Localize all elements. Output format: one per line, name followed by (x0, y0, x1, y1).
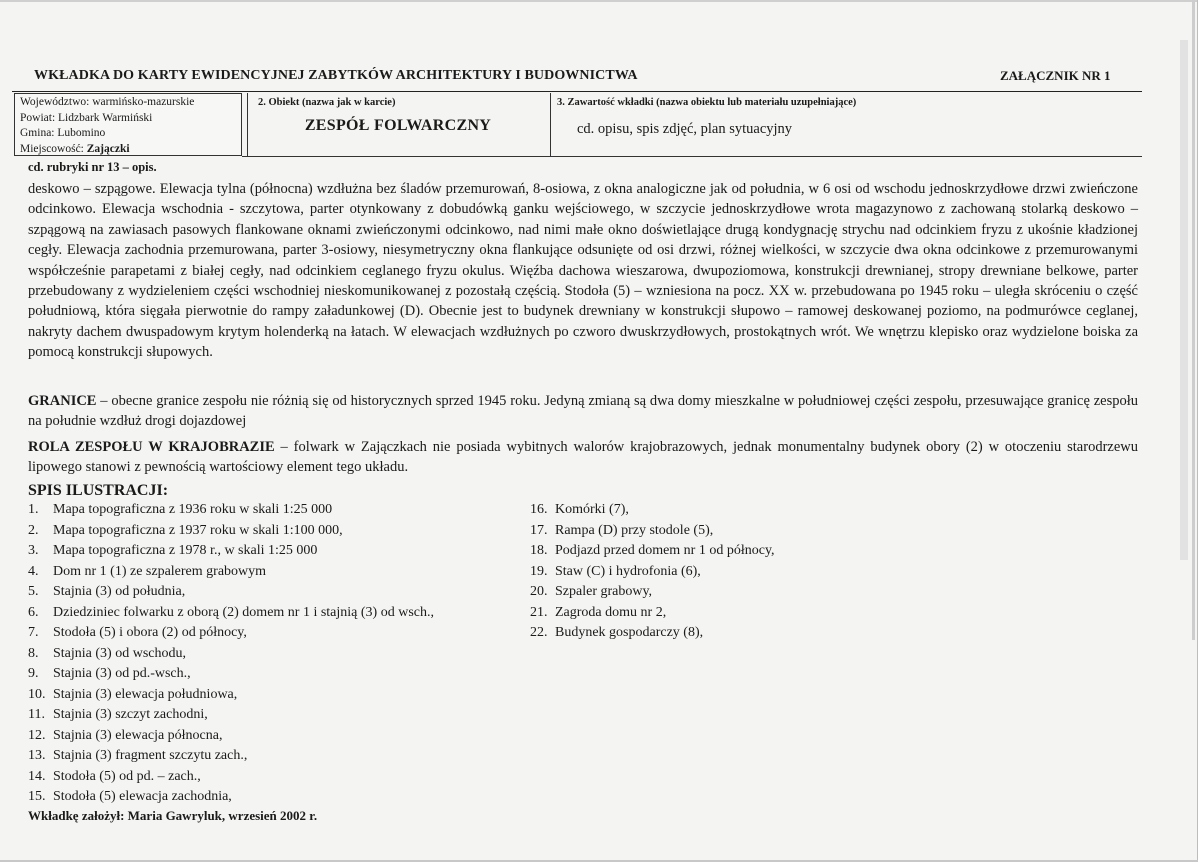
list-item (28, 705, 528, 726)
list-item (28, 582, 528, 603)
list-item-text: Budynek gospodarczy (8), (555, 625, 704, 640)
list-item (28, 726, 528, 747)
list-item (530, 603, 930, 624)
list-item-text: Szpaler grabowy, (555, 584, 653, 599)
list-item-text: Stajnia (3) fragment szczytu zach., (53, 748, 248, 763)
list-item-text: Stajnia (3) od wschodu, (53, 645, 186, 661)
list-item-number: 13. (28, 748, 46, 763)
object-label: 2. Obiekt (nazwa jak w karcie) (258, 97, 396, 108)
list-item (530, 582, 930, 603)
boundaries-paragraph (28, 391, 1138, 432)
list-item-number: 9. (28, 666, 39, 681)
footer-author: Wkładkę założył: Maria Gawryluk, wrzesień 2002 r. (28, 808, 318, 823)
list-item (28, 623, 528, 644)
boundaries-text: – obecne granice zespołu nie różnią się od historycznych sprzed 1945 roku. Jedyną zmianą są dwa domy mieszkalne w południowej części zespołu, przesuwające granicę zespołu na południe wzdłuż drogi dojazdowej (28, 393, 1138, 430)
list-item-text: Staw (C) i hydrofonia (6), (555, 563, 701, 579)
list-item-text: Stajnia (3) elewacja południowa, (53, 686, 238, 702)
list-item (28, 787, 528, 808)
list-item (28, 644, 528, 665)
list-item-number: 14. (28, 768, 46, 784)
scan-edge-top (0, 0, 1198, 2)
voivodeship-field: Województwo: warmińsko-mazurskie (20, 96, 195, 108)
locality-label: Miejscowość: (20, 142, 87, 155)
locality-value: Zajączki (86, 142, 130, 155)
list-item-number: 22. (530, 625, 548, 640)
description-paragraph: deskowo – szpągowe. Elewacja tylna (północna) wzdłużna bez śladów przemurowań, 8-osiowa, z okna analogiczne jak od południa, w 6 osi od wschodu jednoskrzydłowe drzwi zwieńczone odcinkowo. Elewacja wschodnia - szczytowa, parter otynkowany z dobudówką ganku wejściowego, w szczycie jednoskrzydłowe wrota magazynowo z zachowaną stolarką deskowo – szpągową na zawiasach pasowych flankowane oknami zwieńczonymi odcinkowo, nad nimi małe okno doświetlające drugą kondygnację strychu nad odcinkiem fryzu z ukośnie kładzionej cegły. Elewacja zachodnia przemurowana, parter 3-osiowy, niesymetryczny okna flankujące odsunięte od osi drzwi, różnej wielkości, w szczycie dwa okna odcinkowe z przemurowanymi współcześnie parapetami z białej cegły, nad odcinkiem ceglanego fryzu okulus. Więźba dachowa wieszarowa, dwupoziomowa, konstrukcji drewnianej, stropy drewniane belkowe, parter przebudowany z wydzieleniem części wschodniej nieskomunikowanej z pozostałą częścią. Stodoła (5) – wzniesiona na pocz. XX w. przebudowana po 1945 roku – uległa skróceniu o część południową, która sięgała pierwotnie do rampy załadunkowej (D). Obecnie jest to budynek drewniany w konstrukcji słupowo – ramowej deskowanej poziomo, na podmurówce ceglanej, nakryty dachem dwuspadowym krytym holenderką na łatach. W elewacjach wzdłużnych po czworo dwuskrzydłowych, prostokątnych wrót. We wnętrzu klepisko oraz wydzielone boiska za pomocą konstrukcji słupowych. (28, 181, 1138, 361)
header-divider (12, 91, 1142, 92)
list-item-text: Stajnia (3) szczyt zachodni, (53, 707, 208, 722)
document-title: WKŁADKA DO KARTY EWIDENCYJNEJ ZABYTKÓW ARCHITEKTURY I BUDOWNICTWA (34, 68, 638, 83)
list-item (28, 685, 528, 706)
contents-box (550, 93, 1142, 156)
landscape-lead: ROLA ZESPOŁU W KRAJOBRAZIE (28, 439, 275, 455)
illustrations-list-right (530, 500, 930, 644)
object-value: ZESPÓŁ FOLWARCZNY (304, 117, 492, 134)
landscape-paragraph (28, 437, 1138, 478)
list-item-number: 11. (28, 707, 45, 722)
list-item-number: 7. (28, 625, 39, 640)
list-item (530, 623, 930, 644)
landscape-text: – folwark w Zajączkach nie posiada wybitnych walorów krajobrazowych, jednak monumentalny budynek obory (2) w otoczeniu starodrzewu lipowego stanowi z pewnością wartościowy element tego układu. (28, 439, 1138, 476)
list-item-text: Stodoła (5) i obora (2) od północy, (53, 625, 247, 640)
list-item (28, 521, 528, 542)
location-box (14, 93, 242, 156)
list-item-text: Mapa topograficzna z 1936 roku w skali 1:25 000 (53, 502, 333, 517)
contents-label: 3. Zawartość wkładki (nazwa obiektu lub materiału uzupełniające) (557, 97, 857, 108)
list-item (28, 664, 528, 685)
boundaries-lead: GRANICE (28, 393, 97, 409)
list-item-number: 18. (530, 543, 548, 558)
list-item-number: 1. (28, 502, 39, 517)
list-item-text: Stodoła (5) elewacja zachodnia, (53, 789, 232, 804)
contents-value: cd. opisu, spis zdjęć, plan sytuacyjny (577, 121, 793, 137)
list-item (530, 500, 930, 521)
list-item-text: Podjazd przed domem nr 1 od północy, (555, 543, 775, 558)
scan-shadow-edge (1192, 0, 1195, 640)
list-item-number: 16. (530, 502, 548, 517)
list-item-text: Mapa topograficzna z 1978 r., w skali 1:25 000 (53, 543, 318, 558)
list-item (28, 562, 528, 583)
list-item (28, 767, 528, 788)
section-heading: cd. rubryki nr 13 – opis. (28, 160, 157, 174)
county-field: Powiat: Lidzbark Warmiński (20, 111, 153, 124)
list-item-text: Stajnia (3) od pd.-wsch., (53, 666, 191, 681)
list-item-number: 5. (28, 584, 39, 599)
header-box-bottom-border (242, 156, 1142, 157)
list-item-text: Stodoła (5) od pd. – zach., (53, 768, 201, 784)
list-item-number: 4. (28, 563, 39, 579)
list-item (28, 541, 528, 562)
list-item-number: 19. (530, 563, 548, 579)
list-item-text: Mapa topograficzna z 1937 roku w skali 1:100 000, (53, 522, 343, 538)
illustrations-list-left (28, 500, 528, 808)
list-item-number: 2. (28, 522, 39, 538)
list-item (530, 562, 930, 583)
list-item-number: 3. (28, 543, 39, 558)
list-item-number: 17. (530, 522, 548, 538)
list-item-number: 10. (28, 686, 46, 702)
list-item-text: Dom nr 1 (1) ze szpalerem grabowym (53, 563, 267, 579)
list-item (530, 521, 930, 542)
scan-shadow (1180, 40, 1188, 560)
list-item-text: Stajnia (3) od południa, (53, 584, 186, 599)
locality-field (20, 142, 236, 158)
list-item (28, 500, 528, 521)
list-item-number: 6. (28, 604, 39, 620)
list-item-number: 21. (530, 604, 548, 620)
annex-label: ZAŁĄCZNIK NR 1 (1000, 68, 1111, 83)
list-item-number: 8. (28, 645, 39, 661)
list-item-text: Stajnia (3) elewacja północna, (53, 727, 223, 743)
object-box (247, 93, 550, 156)
list-item-number: 15. (28, 789, 46, 804)
list-item-text: Zagroda domu nr 2, (555, 604, 667, 620)
list-item-text: Rampa (D) przy stodole (5), (555, 522, 714, 538)
list-item (530, 541, 930, 562)
commune-field: Gmina: Lubomino (20, 127, 106, 139)
list-item-number: 12. (28, 727, 46, 743)
list-item-text: Dziedziniec folwarku z oborą (2) domem nr 1 i stajnią (3) od wsch., (53, 604, 434, 620)
illustrations-title: SPIS ILUSTRACJI: (28, 482, 169, 499)
list-item-number: 20. (530, 584, 548, 599)
list-item-text: Komórki (7), (555, 502, 629, 517)
list-item (28, 603, 528, 624)
list-item (28, 746, 528, 767)
